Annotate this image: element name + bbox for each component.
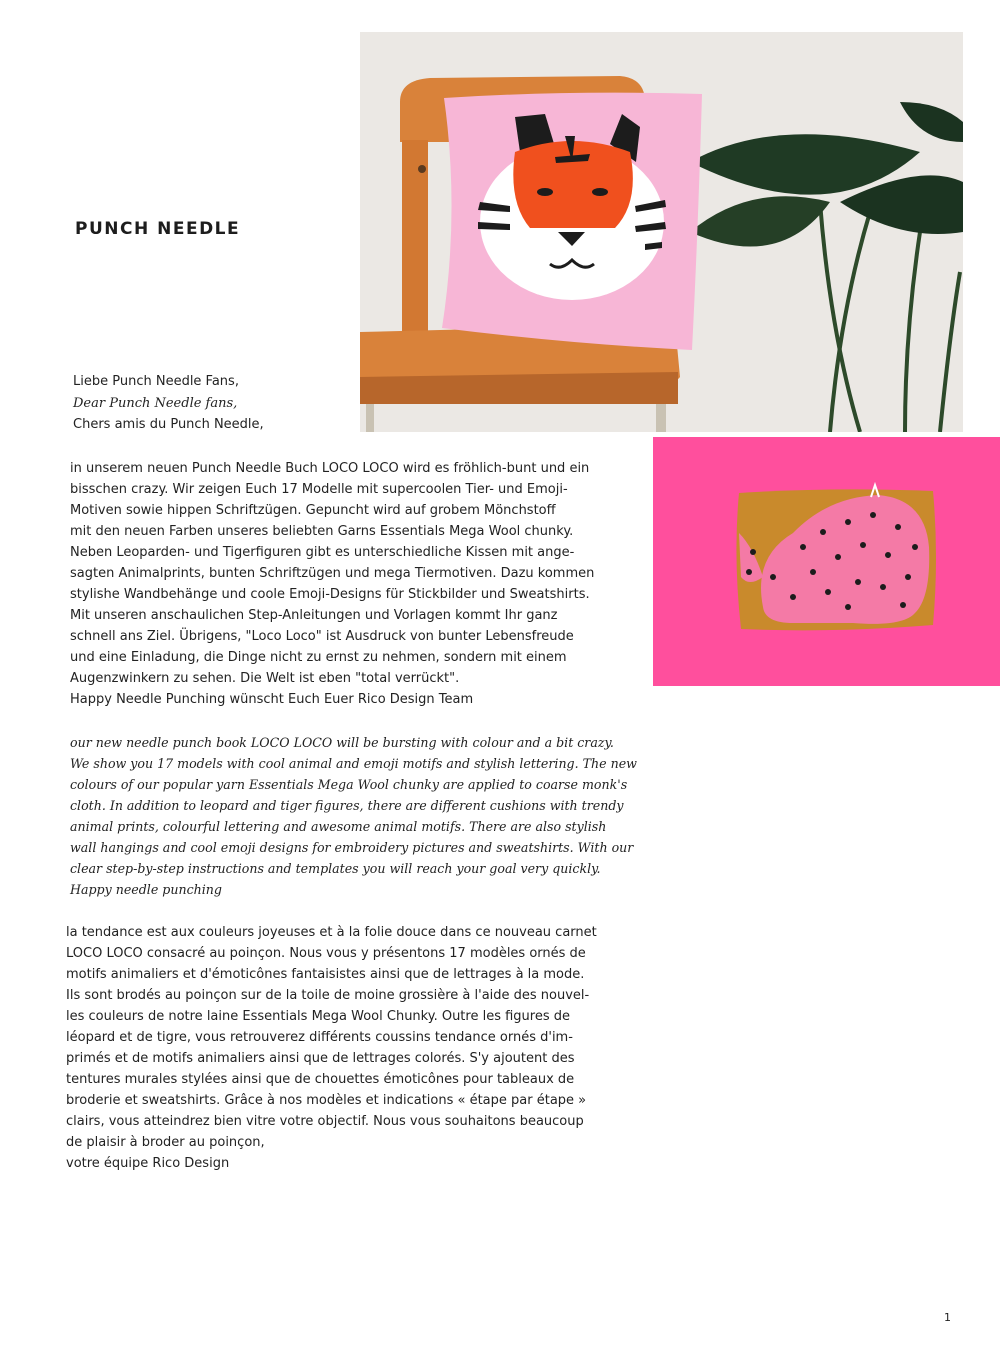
text-line: our new needle punch book LOCO LOCO will be bursting with colour and a bit crazy. [70, 735, 614, 750]
page-heading: PUNCH NEEDLE [75, 219, 241, 239]
text-line: stylishe Wandbehänge und coole Emoji-Designs für Stickbilder und Sweatshirts. [70, 587, 590, 602]
text-line: sagten Animalprints, bunten Schriftzügen und mega Tiermotiven. Dazu kommen [70, 566, 595, 581]
text-line: Motiven sowie hippen Schriftzügen. Gepuncht wird auf grobem Mönchstoff [70, 503, 556, 518]
text-line: Happy Needle Punching wünscht Euch Euer Rico Design Team [70, 692, 474, 707]
text-line: la tendance est aux couleurs joyeuses et à la folie douce dans ce nouveau carnet [66, 925, 597, 940]
text-line: clairs, vous atteindrez bien vitre votre objectif. Nous vous souhaitons beaucoup [66, 1114, 584, 1129]
text-line: in unserem neuen Punch Needle Buch LOCO LOCO wird es fröhlich-bunt und ein [70, 461, 590, 476]
greeting-en: Dear Punch Needle fans, [73, 395, 238, 411]
text-line: animal prints, colourful lettering and awesome animal motifs. There are also stylish [70, 819, 607, 834]
text-french [66, 922, 626, 1174]
text-line: Neben Leoparden- und Tigerfiguren gibt es unterschiedliche Kissen mit ange- [70, 545, 575, 560]
text-german [70, 458, 630, 710]
greeting-de: Liebe Punch Needle Fans, [73, 374, 239, 389]
text-line: votre équipe Rico Design [66, 1156, 230, 1171]
tiger-cushion-photo [360, 32, 963, 432]
text-line: We show you 17 models with cool animal and emoji motifs and stylish lettering. The new [70, 756, 637, 771]
text-line: bisschen crazy. Wir zeigen Euch 17 Modelle mit supercoolen Tier- und Emoji- [70, 482, 568, 497]
text-line: Mit unseren anschaulichen Step-Anleitungen und Vorlagen kommt Ihr ganz [70, 608, 558, 623]
text-line: léopard et de tigre, vous retrouverez différents coussins tendance ornés d'im- [66, 1030, 573, 1045]
text-line: broderie et sweatshirts. Grâce à nos modèles et indications « étape par étape » [66, 1093, 587, 1108]
text-line: LOCO LOCO consacré au poinçon. Nous vous y présentons 17 modèles ornés de [66, 946, 586, 961]
greetings [73, 371, 264, 436]
page-number: 1 [944, 1311, 951, 1324]
text-line: cloth. In addition to leopard and tiger figures, there are different cushions with trendy [70, 798, 624, 813]
text-line: les couleurs de notre laine Essentials Mega Wool Chunky. Outre les figures de [66, 1009, 571, 1024]
text-line: clear step-by-step instructions and templates you will reach your goal very quickly. [70, 861, 601, 876]
text-line: wall hangings and cool emoji designs for embroidery pictures and sweatshirts. With our [70, 840, 634, 855]
text-line: primés et de motifs animaliers ainsi que de lettrages colorés. S'y ajoutent des [66, 1051, 575, 1066]
text-line: de plaisir à broder au poinçon, [66, 1135, 265, 1150]
text-line: mit den neuen Farben unseres beliebten Garns Essentials Mega Wool chunky. [70, 524, 574, 539]
text-line: und eine Einladung, die Dinge nicht zu ernst zu nehmen, sondern mit einem [70, 650, 567, 665]
leopard-cushion-photo [653, 437, 1000, 686]
text-line: schnell ans Ziel. Übrigens, "Loco Loco" ist Ausdruck von bunter Lebensfreude [70, 629, 574, 644]
text-line: colours of our popular yarn Essentials Mega Wool chunky are applied to coarse monk's [70, 777, 628, 792]
greeting-fr: Chers amis du Punch Needle, [73, 417, 264, 432]
text-line: tentures murales stylées ainsi que de chouettes émoticônes pour tableaux de [66, 1072, 575, 1087]
text-line: Augenzwinkern zu sehen. Die Welt ist eben "total verrückt". [70, 671, 460, 686]
text-line: Ils sont brodés au poinçon sur de la toile de moine grossière à l'aide des nouvel- [66, 988, 590, 1003]
text-line: motifs animaliers et d'émoticônes fantaisistes ainsi que de lettrages à la mode. [66, 967, 585, 982]
text-line: Happy needle punching [70, 882, 222, 897]
text-english [70, 732, 637, 900]
